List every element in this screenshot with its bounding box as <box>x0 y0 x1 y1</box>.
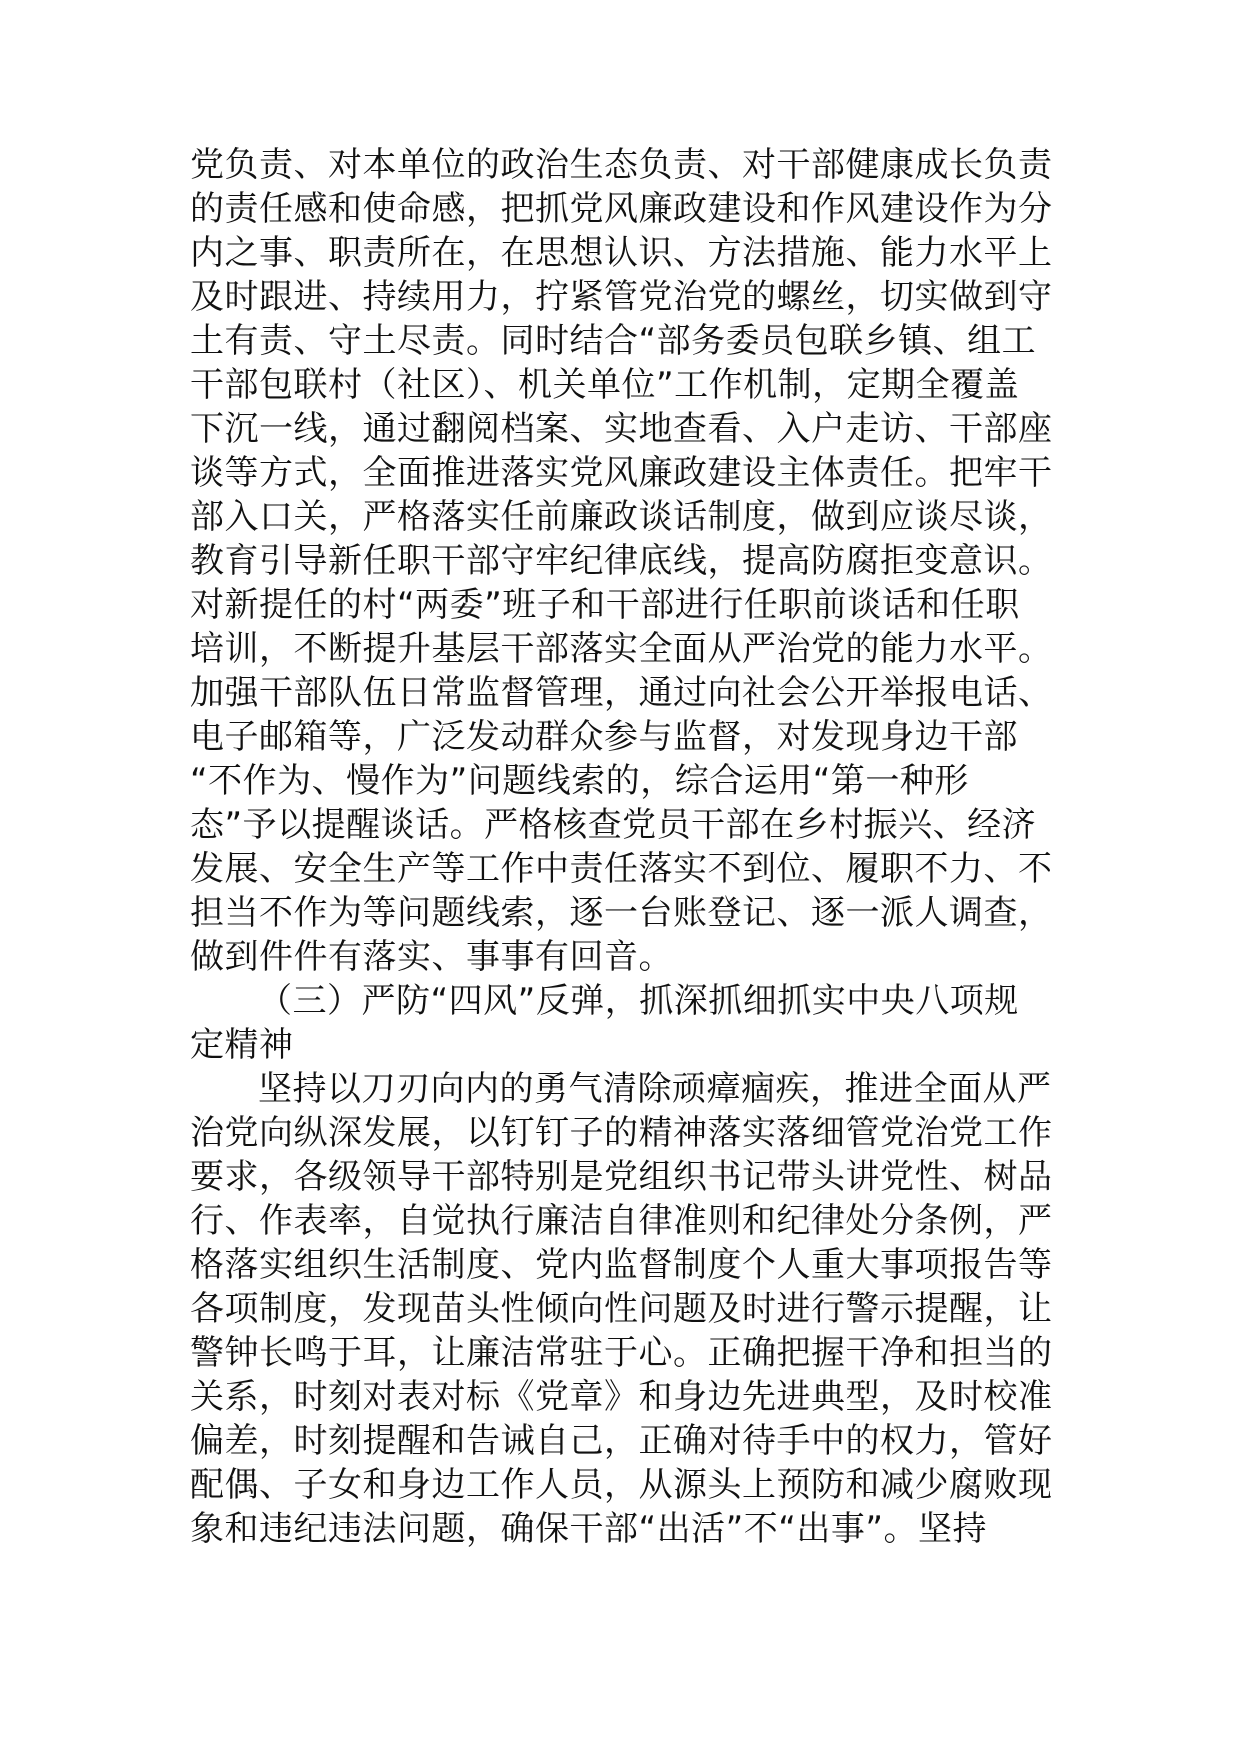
text-line: 治党向纵深发展，以钉钉子的精神落实落细管党治党工作 <box>190 1113 1053 1153</box>
text-line: 谈等方式，全面推进落实党风廉政建设主体责任。把牢干 <box>190 453 1053 493</box>
text-line: 的责任感和使命感，把抓党风廉政建设和作风建设作为分 <box>190 189 1053 229</box>
text-line: 电子邮箱等，广泛发动群众参与监督，对发现身边干部 <box>190 717 1018 757</box>
text-line: 党负责、对本单位的政治生态负责、对干部健康成长负责 <box>190 145 1053 185</box>
text-line: 要求，各级领导干部特别是党组织书记带头讲党性、树品 <box>190 1157 1053 1197</box>
text-line: 发展、安全生产等工作中责任落实不到位、履职不力、不 <box>190 849 1053 889</box>
text-line: 定精神 <box>190 1025 294 1065</box>
text-line: 偏差，时刻提醒和告诫自己，正确对待手中的权力，管好 <box>190 1421 1053 1461</box>
text-line: 做到件件有落实、事事有回音。 <box>190 937 673 977</box>
text-line: 对新提任的村“两委”班子和干部进行任职前谈话和任职 <box>190 585 1020 625</box>
text-line: 干部包联村（社区）、机关单位”工作机制，定期全覆盖 <box>190 365 1020 405</box>
text-line: 土有责、守土尽责。同时结合“部务委员包联乡镇、组工 <box>190 321 1037 361</box>
text-line: 坚持以刀刃向内的勇气清除顽瘴痼疾，推进全面从严 <box>258 1069 1052 1109</box>
text-line: 培训，不断提升基层干部落实全面从严治党的能力水平。 <box>190 629 1053 669</box>
text-line: 象和违纪违法问题，确保干部“出活”不“出事”。坚持 <box>190 1509 987 1549</box>
text-line: 及时跟进、持续用力，拧紧管党治党的螺丝，切实做到守 <box>190 277 1053 317</box>
text-line: 担当不作为等问题线索，逐一台账登记、逐一派人调查， <box>190 893 1053 933</box>
text-line: 下沉一线，通过翻阅档案、实地查看、入户走访、干部座 <box>190 409 1053 449</box>
text-line: “不作为、慢作为”问题线索的，综合运用“第一种形 <box>190 761 969 801</box>
document-body <box>190 143 1070 1551</box>
text-line: 加强干部队伍日常监督管理，通过向社会公开举报电话、 <box>190 673 1053 713</box>
text-line: 各项制度，发现苗头性倾向性问题及时进行警示提醒，让 <box>190 1289 1053 1329</box>
text-line: 格落实组织生活制度、党内监督制度个人重大事项报告等 <box>190 1245 1053 1285</box>
text-line: （三）严防“四风”反弹，抓深抓细抓实中央八项规 <box>258 981 1019 1021</box>
text-line: 行、作表率，自觉执行廉洁自律准则和纪律处分条例，严 <box>190 1201 1053 1241</box>
text-line: 内之事、职责所在，在思想认识、方法措施、能力水平上 <box>190 233 1053 273</box>
text-line: 部入口关，严格落实任前廉政谈话制度，做到应谈尽谈， <box>190 497 1053 537</box>
text-line: 配偶、子女和身边工作人员，从源头上预防和减少腐败现 <box>190 1465 1053 1505</box>
text-line: 教育引导新任职干部守牢纪律底线，提高防腐拒变意识。 <box>190 541 1053 581</box>
text-line: 警钟长鸣于耳，让廉洁常驻于心。正确把握干净和担当的 <box>190 1333 1053 1373</box>
text-line: 态”予以提醒谈话。严格核查党员干部在乡村振兴、经济 <box>190 805 1037 845</box>
text-line: 关系，时刻对表对标《党章》和身边先进典型，及时校准 <box>190 1377 1053 1417</box>
